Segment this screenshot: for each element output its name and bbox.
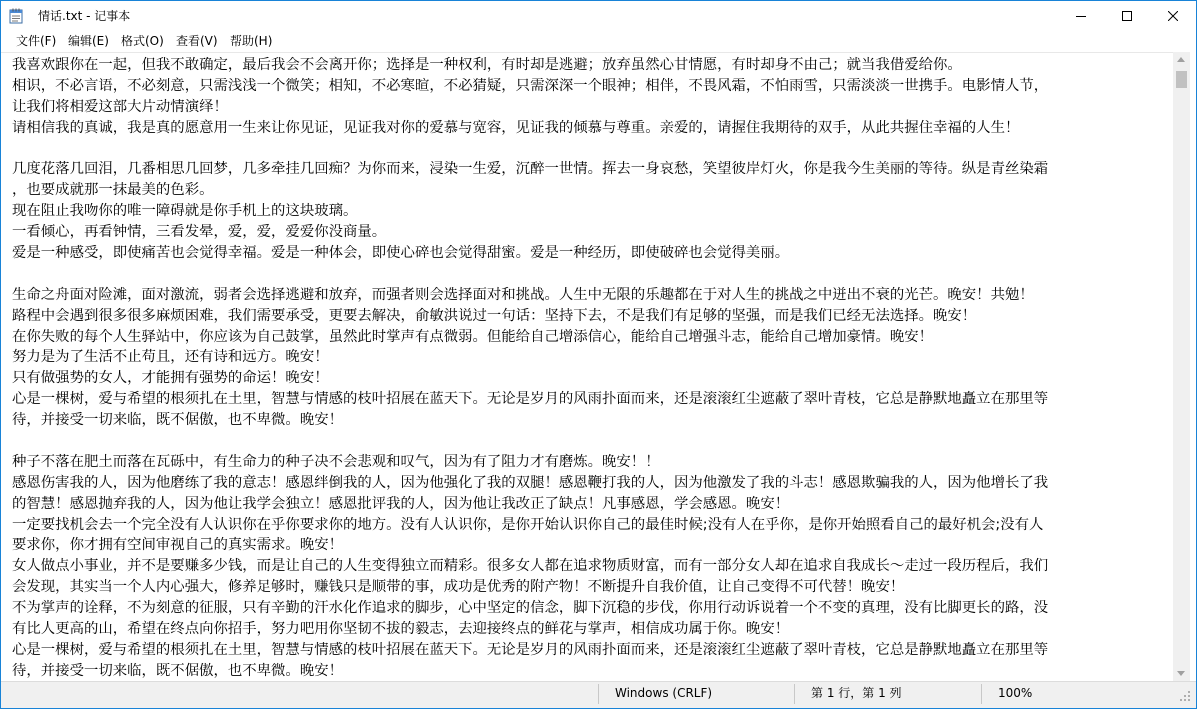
close-button[interactable] (1150, 1, 1196, 31)
maximize-icon (1122, 11, 1132, 21)
text-line[interactable]: 一定要找机会去一个完全没有人认识你在乎你要求你的地方。没有人认识你，是你开始认识你自己的最佳时候;没有人在乎你，是你开始照看自己的最好机会;没有人 (12, 516, 1044, 533)
text-line[interactable] (12, 139, 1170, 160)
text-line[interactable]: ，也要成就那一抹最美的色彩。 (12, 182, 214, 199)
text-line[interactable]: 相识，不必言语，不必刻意，只需浅浅一个微笑；相知，不必寒暄，不必猜疑，只需深深一个眼神；相伴，不畏风霜，不怕雨雪，只需淡淡一世携手。电影情人节， (12, 77, 1049, 94)
vertical-scrollbar[interactable] (1173, 52, 1190, 681)
menu-help[interactable]: 帮助(H) (230, 34, 273, 48)
maximize-button[interactable] (1104, 1, 1150, 31)
text-line[interactable] (12, 431, 1170, 452)
text-line[interactable]: 感恩伤害我的人，因为他磨练了我的意志！感恩绊倒我的人，因为他强化了我的双腿！感恩鞭打我的人，因为他激发了我的斗志！感恩欺骗我的人，因为他增长了我 (12, 474, 1049, 491)
resize-grip-icon[interactable] (1179, 690, 1191, 702)
text-line[interactable]: 待，并接受一切来临，既不倨傲，也不卑微。晚安！ (12, 662, 343, 679)
text-line[interactable]: 要求你，你才拥有空间审视自己的真实需求。晚安！ (12, 537, 343, 554)
close-icon (1168, 11, 1178, 21)
text-line[interactable]: 爱是一种感受，即使痛苦也会觉得幸福。爱是一种体会，即使心碎也会觉得甜蜜。爱是一种经历，即使破碎也会觉得美丽。 (12, 245, 790, 262)
status-separator (981, 684, 982, 704)
menu-edit[interactable]: 编辑(E) (68, 34, 109, 48)
status-bar (1, 681, 1196, 709)
text-line[interactable]: 几度花落几回泪，几番相思几回梦，几多牵挂几回痴？为你而来，浸染一生爱，沉醉一世情。挥去一身哀愁，笑望彼岸灯火，你是我今生美丽的等待。纵是青丝染霜 (12, 161, 1049, 178)
text-line[interactable]: 现在阻止我吻你的唯一障碍就是你手机上的这块玻璃。 (12, 203, 358, 220)
text-line[interactable]: 请相信我的真诚，我是真的愿意用一生来让你见证，见证我对你的爱慕与宽容，见证我的倾慕与尊重。亲爱的，请握住我期待的双手，从此共握住幸福的人生！ (12, 119, 1020, 136)
text-line[interactable]: 生命之舟面对险滩，面对激流，弱者会选择逃避和放弃，而强者则会选择面对和挑战。人生中无限的乐趣都在于对人生的挑战之中迸出不衰的光芒。晚安！共勉！ (12, 286, 1034, 303)
text-line[interactable]: 只有做强势的女人，才能拥有强势的命运！晚安！ (12, 370, 329, 387)
menu-view[interactable]: 查看(V) (176, 34, 218, 48)
scroll-up-icon[interactable] (1177, 57, 1185, 62)
status-separator (794, 684, 795, 704)
text-editor[interactable] (1, 52, 1173, 682)
status-cursor-position: 第 1 行，第 1 列 (811, 686, 902, 700)
scroll-down-icon[interactable] (1177, 671, 1185, 676)
text-line[interactable]: 让我们将相爱这部大片动情演绎！ (12, 98, 228, 115)
window-title: 情话.txt - 记事本 (38, 9, 131, 23)
minimize-button[interactable] (1058, 1, 1104, 31)
text-line[interactable]: 不为掌声的诠释，不为刻意的征服，只有辛勤的汗水化作追求的脚步，心中坚定的信念，脚下沉稳的步伐，你用行动诉说着一个不变的真理，没有比脚更长的路，没 (12, 600, 1049, 617)
text-line[interactable]: 心是一棵树，爱与希望的根须扎在土里，智慧与情感的枝叶招展在蓝天下。无论是岁月的风雨扑面而来，还是滚滚红尘遮蔽了翠叶青枝，它总是静默地矗立在那里等 (12, 391, 1049, 408)
document-text[interactable] (12, 55, 1170, 682)
status-separator (598, 684, 599, 704)
text-line[interactable]: 有比人更高的山，希望在终点向你招手，努力吧用你坚韧不拔的毅志，去迎接终点的鲜花与掌声，相信成功属于你。晚安！ (12, 621, 790, 638)
text-line[interactable]: 努力是为了生活不止苟且，还有诗和远方。晚安！ (12, 349, 329, 366)
text-line[interactable]: 一看倾心，再看钟情，三看发晕，爱，爱，爱爱你没商量。 (12, 224, 387, 241)
text-line[interactable] (12, 264, 1170, 285)
text-line[interactable]: 种子不落在肥土而落在瓦砾中，有生命力的种子决不会悲观和叹气，因为有了阻力才有磨炼。晚安！！ (12, 453, 660, 470)
text-line[interactable]: 我喜欢跟你在一起，但我不敢确定，最后我会不会离开你；选择是一种权利，有时却是逃避；放弃虽然心甘情愿，有时却身不由己；就当我借爱给你。 (12, 57, 962, 73)
text-line[interactable]: 路程中会遇到很多很多麻烦困难，我们需要承受，更要去解决，俞敏洪说过一句话：坚持下去，不是我们有足够的坚强，而是我们已经无法选择。晚安！ (12, 307, 977, 324)
text-line[interactable]: 在你失败的每个人生驿站中，你应该为自己鼓掌，虽然此时掌声有点微弱。但能给自己增添信心，能给自己增强斗志，能给自己增加豪情。晚安！ (12, 328, 934, 345)
menu-format[interactable]: 格式(O) (121, 34, 164, 48)
menu-bar (1, 31, 1196, 52)
text-line[interactable]: 待，并接受一切来临，既不倨傲，也不卑微。晚安！ (12, 412, 343, 429)
notepad-icon (9, 8, 23, 24)
text-line[interactable]: 女人做点小事业，并不是要赚多少钱，而是让自己的人生变得独立而精彩。很多女人都在追求物质财富，而有一部分女人却在追求自我成长～走过一段历程后，我们 (12, 558, 1049, 575)
scrollbar-thumb[interactable] (1176, 71, 1187, 88)
text-line[interactable]: 心是一棵树，爱与希望的根须扎在土里，智慧与情感的枝叶招展在蓝天下。无论是岁月的风雨扑面而来，还是滚滚红尘遮蔽了翠叶青枝，它总是静默地矗立在那里等 (12, 641, 1049, 658)
text-line[interactable]: 的智慧！感恩抛弃我的人，因为他让我学会独立！感恩批评我的人，因为他让我改正了缺点！凡事感恩，学会感恩。晚安！ (12, 495, 790, 512)
status-zoom: 100% (998, 686, 1033, 700)
menu-file[interactable]: 文件(F) (16, 34, 57, 48)
status-encoding: Windows (CRLF) (615, 686, 713, 700)
title-bar[interactable] (1, 1, 1196, 31)
minimize-icon (1076, 11, 1086, 21)
text-line[interactable]: 会发现，其实当一个人内心强大，修养足够时，赚钱只是顺带的事，成功是优秀的附产物！不断提升自我价值，让自己变得不可代替！晚安！ (12, 579, 905, 596)
